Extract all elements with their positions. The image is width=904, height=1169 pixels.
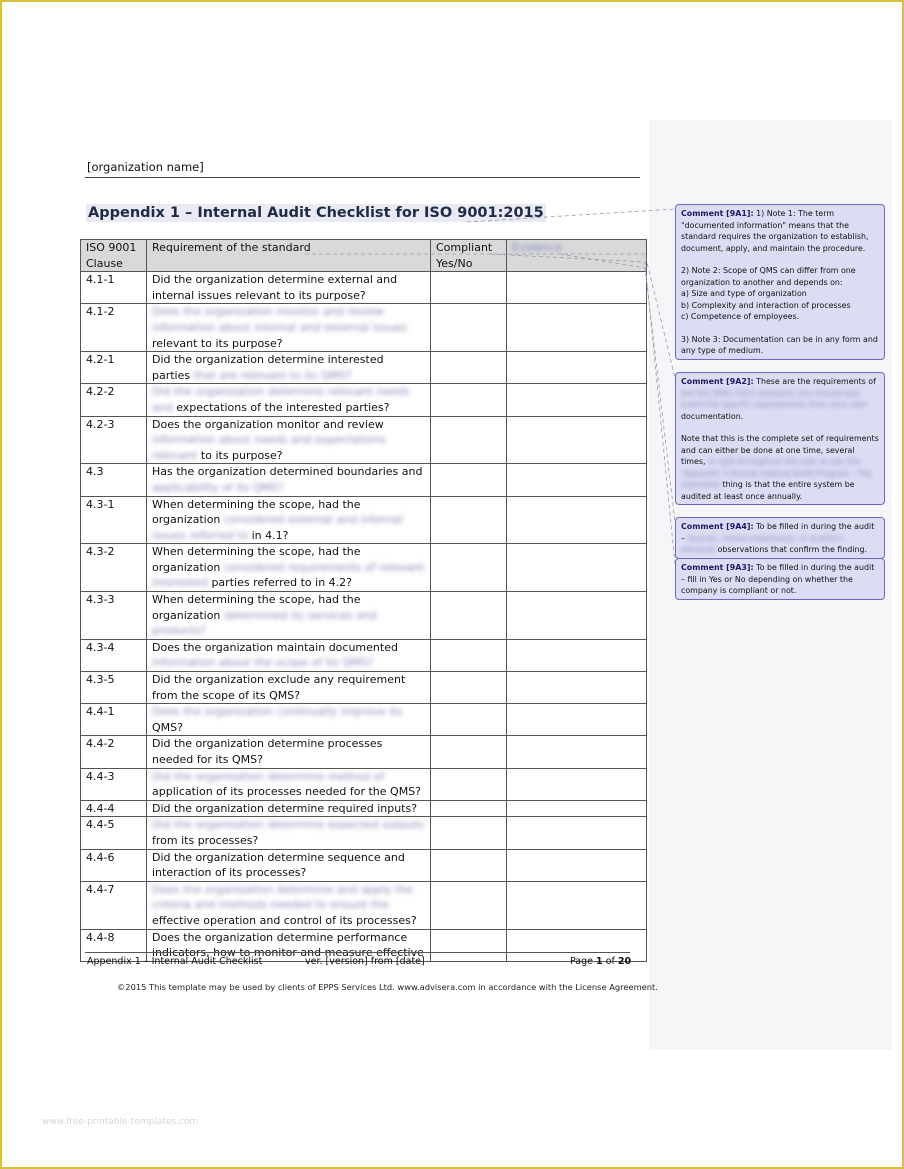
clause-cell: 4.3 [81,464,147,496]
requirement-text: expectations of the interested parties? [176,400,390,414]
clause-cell: 4.3-3 [81,592,147,640]
requirement-text: Does the organization monitor and review [152,417,384,431]
clause-cell: 4.4-6 [81,849,147,881]
footer-left: Appendix 1 – Internal Audit Checklist [87,956,263,967]
header-clause: ISO 9001 Clause [81,240,147,272]
requirement-text: relevant to its purpose? [152,336,283,350]
requirement-text: Did the organization exclude any requirement from the scope of its QMS? [152,673,406,702]
organization-name: [organization name] [87,160,204,174]
watermark: www.free-printable-templates.com [42,1117,199,1127]
clause-cell: 4.4-2 [81,736,147,768]
comment-9a4[interactable]: Comment [9A4]: To be filled in during the audit – records, verbal statements, or auditor's personal observations that confirm the finding. [675,517,885,559]
requirement-text: Does the organization determine performance indicators, how to monitor and measure effective [152,930,424,960]
requirement-text: Did the organization determine sequence and interaction of its processes? [152,850,405,880]
clause-cell: 4.3-1 [81,496,147,544]
clause-cell: 4.4-4 [81,800,147,817]
clause-cell: 4.1-2 [81,304,147,352]
requirement-text: Has the organization determined boundaries and [152,465,423,479]
clause-cell: 4.2-1 [81,352,147,384]
redacted-text: determined its services and products? [152,608,377,638]
redacted-text: Does the organization continually improve its [152,705,403,719]
clause-cell: 4.3-2 [81,544,147,592]
requirement-text: When determining the scope, had the organization [152,545,361,574]
clause-cell: 4.2-3 [81,416,147,464]
document-title: Appendix 1 – Internal Audit Checklist for ISO 9001:2015 [88,205,544,221]
requirement-text: QMS? [152,720,183,734]
redacted-text: considered requirements of relevant interested [152,560,425,590]
copyright-notice: ©2015 This template may be used by clients of EPPS Services Ltd. www.advisera.com in accordance with the License Agreement. [117,982,658,992]
clause-cell: 4.4-1 [81,704,147,736]
redacted-text: information about needs and expectations relevant [152,433,386,462]
clause-cell: 4.4-8 [81,929,147,961]
requirement-text: Did the organization determine processes needed for its QMS? [152,737,383,766]
clause-cell: 4.4-3 [81,768,147,800]
clause-cell: 4.1-1 [81,272,147,304]
redacted-text: information about the scope of its QMS? [152,656,374,670]
requirement-text: Did the organization determine interested parties [152,353,384,382]
requirement-text: When determining the scope, had the organization [152,593,361,622]
comment-9a1[interactable]: Comment [9A1]: 1) Note 1: The term "documented information" means that the standard requires the organization to establish, document, apply, and maintain the procedure. 2) Note 2: Scope of QMS can differ from one organization to another and depends on: a) Size and type of organization b) Complexity and interaction of processes c) Competence of employees. 3) Note 3: Documentation can be in any form and any type of medium. [675,204,885,360]
requirement-text: effective operation and control of its processes? [152,913,417,927]
clause-cell: 4.2-2 [81,384,147,416]
footer-page-number: Page 1 of 20 [570,956,632,967]
clause-cell: 4.3-4 [81,639,147,671]
redacted-text: Does the organization monitor and review information about internal and external issues [152,305,407,334]
redacted-text: Did the organization determine relevant needs and [152,385,410,414]
clause-cell: 4.3-5 [81,672,147,704]
redacted-text: Did the organization determine method of [152,769,385,783]
comment-9a3[interactable]: Comment [9A3]: To be filled in during the audit – fill in Yes or No depending on whether the company is compliant or not. [675,558,885,600]
comment-9a2[interactable]: Comment [9A2]: These are the requirements of the ISO 9001:2015 standard; you should also insert the specific requirements from your own documentation. Note that this is the complete set of requirements and can either be done at one time, several times, or split throughout the year as per the 'Appendix 3 Annual Internal Audit Program.' The important thing is that the entire system be audited at least once annually. [675,372,885,505]
redacted-text: Did the organization determine expected outputs [152,818,425,832]
requirement-text: Did the organization determine required inputs? [152,801,418,815]
clause-cell: 4.4-7 [81,881,147,929]
redacted-text: Does the organization determine and apply the criteria and methods needed to ensure the [152,882,413,912]
requirement-text: Does the organization maintain documented [152,640,398,654]
header-compliant: Compliant Yes/No [431,240,507,272]
requirement-text: When determining the scope, had the organization [152,497,361,527]
footer-version: ver. [version] from [date] [305,956,425,967]
requirement-text: in 4.1? [251,528,289,542]
redacted-text: that are relevant to its QMS? [193,368,352,382]
header-requirement: Requirement of the standard [147,240,431,272]
header-evidence: Evidence [507,240,647,272]
redacted-text: applicability of its QMS? [152,480,284,494]
clause-cell: 4.4-5 [81,817,147,849]
requirement-text: application of its processes needed for the QMS? [152,785,422,799]
requirement-text: to its purpose? [200,448,283,462]
requirement-text: from its processes? [152,833,259,847]
requirement-text: Did the organization determine external and internal issues relevant to its purpose? [152,273,398,302]
requirement-text: parties referred to in 4.2? [211,576,353,590]
redacted-text: considered external and internal issues referred to [152,513,403,542]
